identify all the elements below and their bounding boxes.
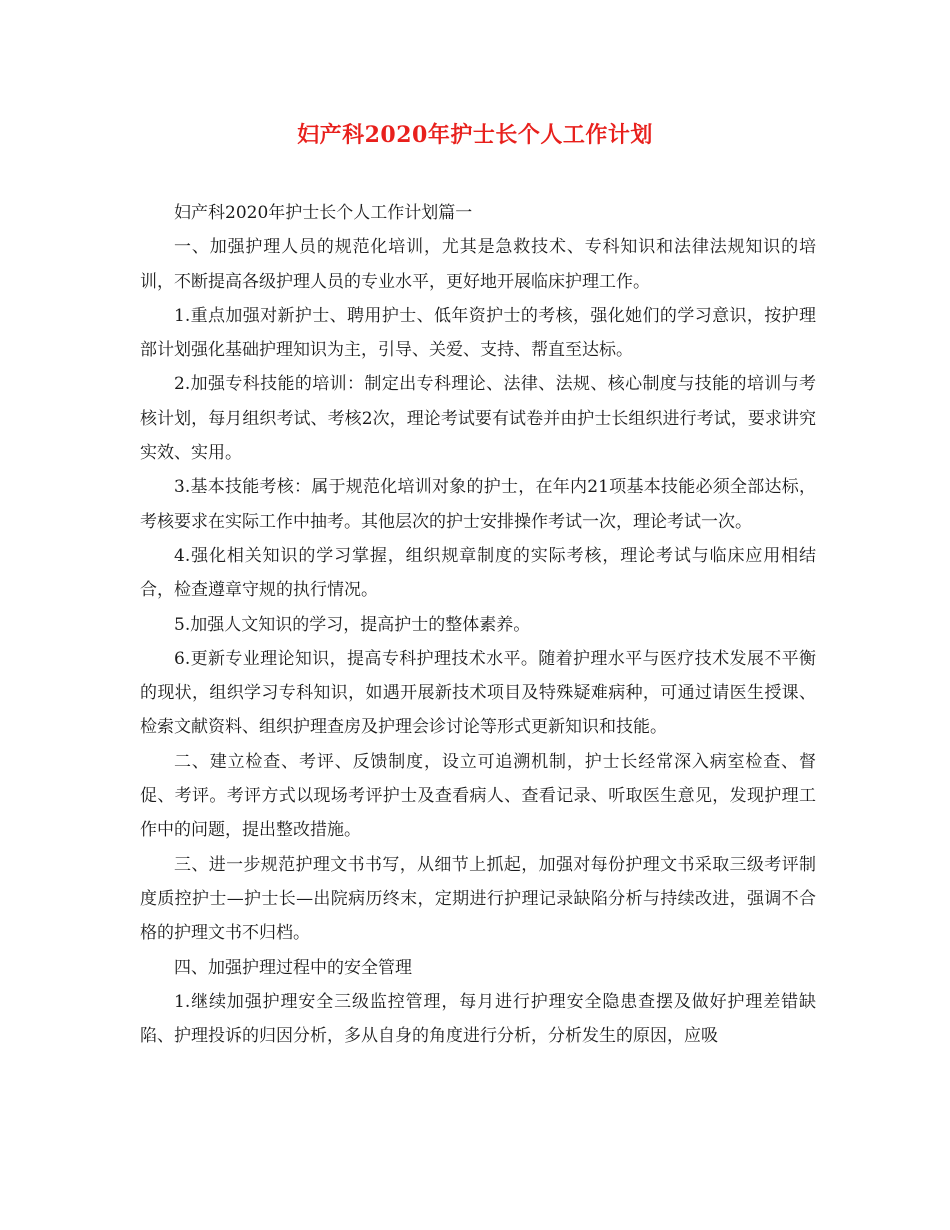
paragraph: 1.继续加强护理安全三级监控管理，每月进行护理安全隐患查摆及做好护理差错缺陷、护理投诉的归因分析，多从自身的角度进行分析，分析发生的原因，应吸 (140, 991, 816, 1047)
paragraph: 一、加强护理人员的规范化培训，尤其是急救技术、专科知识和法律法规知识的培训，不断提高各级护理人员的专业水平，更好地开展临床护理工作。 (140, 237, 816, 292)
paragraph: 3.基本技能考核：属于规范化培训对象的护士，在年内21项基本技能必须全部达标，考核要求在实际工作中抽考。其他层次的护士安排操作考试一次，理论考试一次。 (140, 477, 816, 532)
paragraph: 5.加强人文知识的学习，提高护士的整体素养。 (174, 614, 531, 635)
paragraph: 4.强化相关知识的学习掌握，组织规章制度的实际考核，理论考试与临床应用相结合，检查遵章守规的执行情况。 (140, 545, 816, 601)
paragraph: 1.重点加强对新护士、聘用护士、低年资护士的考核，强化她们的学习意识，按护理部计划强化基础护理知识为主，引导、关爱、支持、帮直至达标。 (140, 305, 816, 361)
paragraph: 四、加强护理过程中的安全管理 (174, 957, 412, 978)
paragraph: 6.更新专业理论知识，提高专科护理技术水平。随着护理水平与医疗技术发展不平衡的现状，组织学习专科知识，如遇开展新技术项目及特殊疑难病种，可通过请医生授课、检索文献资料、组织护理查房及护理会诊讨论等形式更新知识和技能。 (140, 648, 816, 738)
document-title: 妇产科2020年护士长个人工作计划 (297, 122, 653, 148)
document-body (140, 196, 816, 1053)
paragraph: 2.加强专科技能的培训：制定出专科理论、法律、法规、核心制度与技能的培训与考核计划，每月组织考试、考核2次，理论考试要有试卷并由护士长组织进行考试，要求讲究实效、实用。 (140, 374, 816, 464)
paragraph: 妇产科2020年护士长个人工作计划篇一 (174, 203, 473, 223)
paragraph: 三、进一步规范护理文书书写，从细节上抓起，加强对每份护理文书采取三级考评制度质控护士—护士长—出院病历终末，定期进行护理记录缺陷分析与持续改进，强调不合格的护理文书不归档。 (140, 854, 816, 944)
paragraph: 二、建立检查、考评、反馈制度，设立可追溯机制，护士长经常深入病室检查、督促、考评。考评方式以现场考评护士及查看病人、查看记录、听取医生意见，发现护理工作中的问题，提出整改措施。 (140, 751, 816, 841)
